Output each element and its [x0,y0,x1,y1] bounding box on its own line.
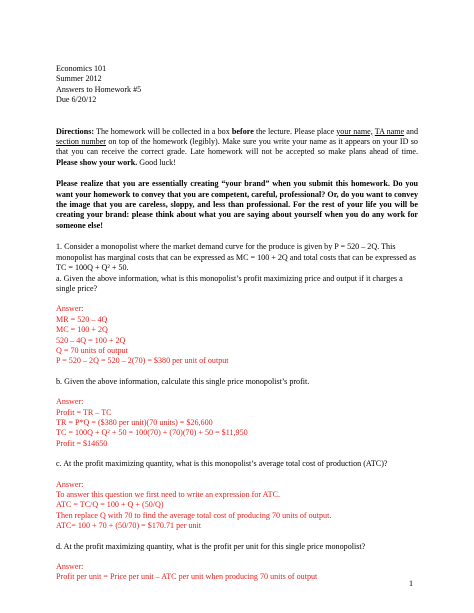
brand-note: Please realize that you are essentially creating “your brand” when you submit this homework. Do you want your homework to convey that you are competent, careful, professional? Or, do you want to convey the image that you are careless, sloppy, and less than professional. For the rest of your life you will be creating your brand: please think about what you are saying about yourself when you do any work for someone else! [56,179,418,230]
answer-line: To answer this question we first need to write an expression for ATC. [56,490,280,499]
answer-1a [56,304,418,366]
answer-1d [56,562,418,583]
question-1d: d. At the profit maximizing quantity, what is the profit per unit for this single price monopolist? [56,541,366,551]
question-1b: b. Given the above information, calculate this single price monopolist’s profit. [56,376,310,386]
answer-line: Answer: [56,304,84,314]
answer-line: Profit = TR – TC [56,407,112,417]
answer-line: 520 – 4Q = 100 + 2Q [56,335,126,345]
answer-line: TR = P*Q = ($380 per unit)(70 units) = $26,600 [56,417,213,427]
answer-line: Answer: [56,397,84,407]
header-block [56,64,418,106]
answer-1c [56,480,418,532]
directions-paragraph: Directions: The homework will be collected in a box before the lecture. Please place your name, TA name and section number on top of the homework (legibly). Make sure you write your name as it appears on your ID so that you can receive the correct grade. Late homework will not be accepted so make plans ahead of time. Please show your work. Good luck! [56,126,418,167]
answer-line: Profit per unit = Price per unit – ATC per unit when producing 70 units of output [56,572,318,582]
answer-line: P = 520 – 2Q = 520 – 2(70) = $380 per unit of output [56,356,229,366]
answer-line: Profit = $14650 [56,438,108,448]
answer-1b [56,397,418,449]
answer-line: ATC = TC/Q = 100 + Q + (50/Q) [56,500,164,510]
answer-line: MR = 520 – 4Q [56,314,108,324]
answer-line: Q = 70 units of output [56,345,128,355]
answer-line: ATC= 100 + 70 + (50/70) = $170.71 per unit [56,521,202,531]
course-name: Economics 101 [56,64,107,73]
answer-line: Then replace Q with 70 to find the average total cost of producing 70 units of output. [56,510,332,520]
term: Summer 2012 [56,74,102,84]
page-content [56,64,418,583]
answer-line: Answer: [56,562,84,572]
question-1-intro: 1. Consider a monopolist where the market demand curve for the produce is given by P = 520 – 2Q. This monopolist has marginal costs that can be expressed as MC = 100 + 2Q and total costs that can be expressed as TC = 100Q + Q² + 50. [56,242,416,273]
document-title: Answers to Homework #5 [56,84,142,94]
directions-label: Directions: [56,126,95,136]
due-date: Due 6/20/12 [56,95,97,105]
answer-line: Answer: [56,479,84,489]
question-1c: c. At the profit maximizing quantity, what is this monopolist’s average total cost of production (ATC)? [56,459,388,469]
answer-line: MC = 100 + 2Q [56,325,108,335]
question-1a: a. Given the above information, what is this monopolist’s profit maximizing price and output if it charges a single price? [56,273,403,293]
page-number: 1 [409,579,414,588]
answer-line: TC = 100Q + Q² + 50 = 100(70) + (70)(70) + 50 = $11,950 [56,428,248,438]
